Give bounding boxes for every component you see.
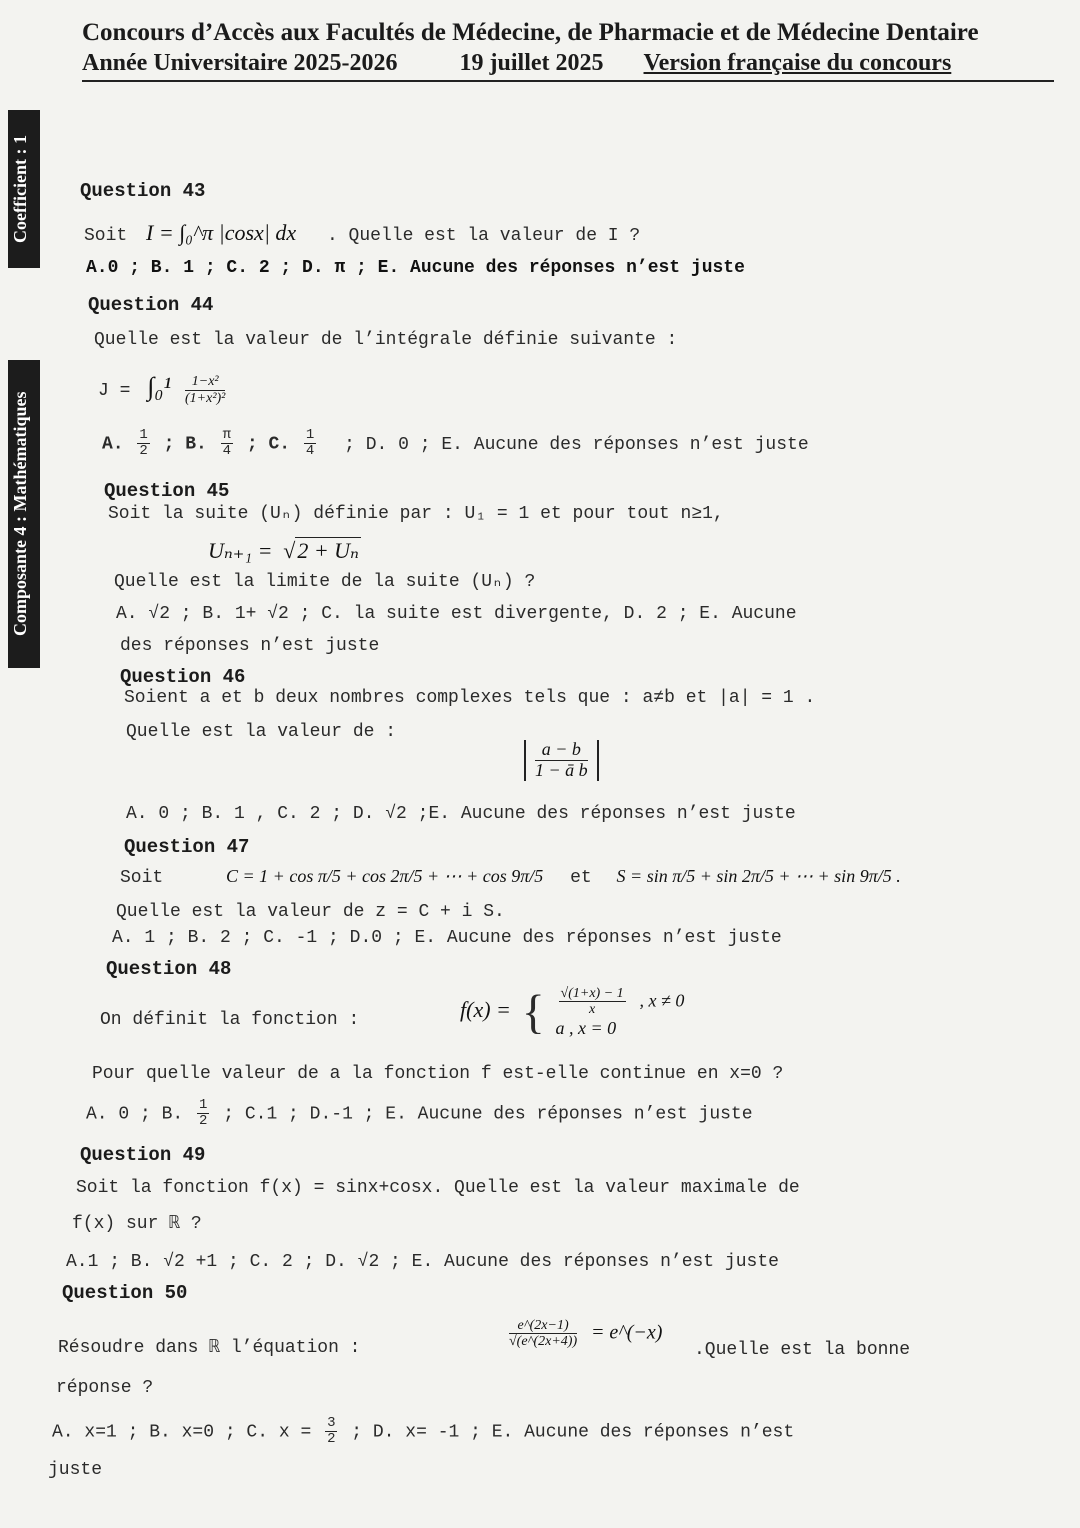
q50-rhs: = e^(−x) xyxy=(590,1321,663,1344)
question-45-options-line2: des réponses n’est juste xyxy=(120,636,380,656)
q43-prefix: Soit xyxy=(84,226,128,246)
q48-opt-b-den: 2 xyxy=(199,1113,208,1130)
question-44-text: Quelle est la valeur de l’intégrale définie suivante : xyxy=(94,330,678,350)
q44-frac-num: 1−x² xyxy=(185,374,225,390)
q48-opt-b-frac xyxy=(197,1098,209,1130)
academic-year: Année Universitaire 2025-2026 xyxy=(82,50,398,76)
question-50-text3: réponse ? xyxy=(56,1378,154,1398)
component-label: Composante 4 : Mathématiques xyxy=(8,360,40,668)
q44-opt-a-num: 1 xyxy=(139,427,148,443)
q48-f-lhs: f(x) = xyxy=(460,997,511,1023)
header-subtitle xyxy=(82,48,1054,82)
question-46-text2: Quelle est la valeur de : xyxy=(126,722,397,742)
q48-case1 xyxy=(556,986,685,1018)
q46-abs xyxy=(524,740,599,781)
question-50-text1: Résoudre dans ℝ l’équation : xyxy=(58,1338,361,1358)
q50-opt-c-frac xyxy=(325,1416,337,1448)
question-44-title: Question 44 xyxy=(88,294,214,316)
question-50-text4: juste xyxy=(48,1460,103,1480)
q44-opt-b-num: π xyxy=(222,427,232,443)
question-45-title: Question 45 xyxy=(104,480,230,502)
exam-version: Version française du concours xyxy=(643,50,952,76)
question-43-statement xyxy=(84,220,640,246)
q44-frac-den: (1+x²)² xyxy=(185,390,226,406)
q44-lhs: J = xyxy=(98,381,131,401)
q50-opt-c-num: 3 xyxy=(327,1415,336,1431)
q44-opt-a-den: 2 xyxy=(139,443,148,460)
q48-case2: a , x = 0 xyxy=(555,1017,617,1038)
q44-opt-c: ; C. xyxy=(246,434,291,455)
question-47-statement xyxy=(120,866,901,888)
q44-opt-b: ; B. xyxy=(163,434,207,455)
q48-opt-rest: ; C.1 ; D.-1 ; E. Aucune des réponses n’est juste xyxy=(223,1104,753,1125)
q48-case1-frac xyxy=(559,986,626,1018)
q48-opt-a: A. 0 ; B. xyxy=(86,1104,184,1125)
q44-fraction xyxy=(185,374,225,406)
question-45-recurrence xyxy=(208,538,361,564)
q47-formula-c: C = 1 + cos π/5 + cos 2π/5 + ⋯ + cos 9π/5 xyxy=(226,866,544,886)
question-46-title: Question 46 xyxy=(120,666,246,688)
q47-and: et xyxy=(570,868,592,888)
q50-fraction xyxy=(509,1318,577,1350)
q46-frac-num: a − b xyxy=(535,740,588,761)
question-50-title: Question 50 xyxy=(62,1282,188,1304)
q45-rec-sqrt: √2 + Uₙ xyxy=(283,538,359,563)
question-48-text2: Pour quelle valeur de a la fonction f est-elle continue en x=0 ? xyxy=(92,1064,784,1084)
question-46-options: A. 0 ; B. 1 , C. 2 ; D. √2 ;E. Aucune des réponses n’est juste xyxy=(126,804,796,824)
question-50-options xyxy=(52,1416,794,1448)
header-title: Concours d’Accès aux Facultés de Médecine, de Pharmacie et de Médecine Dentaire xyxy=(82,19,979,46)
question-44-formula xyxy=(98,372,228,406)
q44-opt-rest: ; D. 0 ; E. Aucune des réponses n’est juste xyxy=(344,434,809,455)
q50-frac-num: e^(2x−1) xyxy=(509,1318,577,1334)
exam-header xyxy=(82,18,1054,82)
q50-frac-den: √(e^(2x+4)) xyxy=(509,1334,578,1350)
q47-formula-s: S = sin π/5 + sin 2π/5 + ⋯ + sin 9π/5 . xyxy=(616,866,901,886)
question-49-text1: Soit la fonction f(x) = sinx+cosx. Quelle est la valeur maximale de xyxy=(76,1178,800,1198)
q50-opt-c-den: 2 xyxy=(327,1431,336,1448)
q48-opt-b-num: 1 xyxy=(199,1097,208,1113)
question-48-options xyxy=(86,1098,753,1130)
q43-formula: I = ∫₀^π |cosx| dx xyxy=(146,220,297,245)
q44-opt-c-den: 4 xyxy=(305,443,315,460)
q46-fraction xyxy=(535,740,588,781)
question-50-equation xyxy=(506,1318,662,1350)
question-43-title: Question 43 xyxy=(80,180,206,202)
q48-case1-num: √(1+x) − 1 xyxy=(560,986,624,1001)
q48-case1-cond: , x ≠ 0 xyxy=(639,990,685,1011)
question-47-title: Question 47 xyxy=(124,836,250,858)
q44-opt-a: A. xyxy=(102,434,124,455)
question-48-formula xyxy=(460,986,684,1039)
exam-date: 19 juillet 2025 xyxy=(459,50,604,76)
q44-opt-c-num: 1 xyxy=(305,427,315,443)
q46-frac-den: 1 − ā b xyxy=(535,759,588,780)
q44-integral: ∫₀¹ xyxy=(147,372,172,401)
q48-case1-den: x xyxy=(589,1002,596,1018)
question-46-text1: Soient a et b deux nombres complexes tels que : a≠b et |a| = 1 . xyxy=(124,688,816,708)
question-45-text2: Quelle est la limite de la suite (Uₙ) ? xyxy=(114,572,536,592)
q44-opt-c-frac xyxy=(304,428,316,460)
question-48-text1: On définit la fonction : xyxy=(100,1010,360,1030)
q44-opt-a-frac xyxy=(137,428,149,460)
q48-brace: { xyxy=(521,985,545,1039)
question-47-options: A. 1 ; B. 2 ; C. -1 ; D.0 ; E. Aucune des réponses n’est juste xyxy=(112,928,782,948)
question-43-options: A.0 ; B. 1 ; C. 2 ; D. π ; E. Aucune des réponses n’est juste xyxy=(86,258,745,278)
question-47-text: Quelle est la valeur de z = C + i S. xyxy=(116,902,505,922)
q45-rec-rad: 2 + Uₙ xyxy=(297,538,359,563)
q45-rec-lhs: Uₙ₊₁ = xyxy=(208,538,273,563)
q48-cases xyxy=(556,986,685,1039)
question-46-formula xyxy=(524,740,599,781)
q44-opt-b-den: 4 xyxy=(222,443,232,460)
question-49-text2: f(x) sur ℝ ? xyxy=(72,1214,202,1234)
question-50-text2: .Quelle est la bonne xyxy=(694,1340,911,1360)
question-45-options-line1: A. √2 ; B. 1+ √2 ; C. la suite est divergente, D. 2 ; E. Aucune xyxy=(116,604,797,624)
q50-opt-rest: ; D. x= -1 ; E. Aucune des réponses n’est xyxy=(351,1422,795,1443)
q47-prefix: Soit xyxy=(120,868,164,888)
q50-opt-a: A. x=1 ; B. x=0 ; C. x = xyxy=(52,1422,312,1443)
sidebar xyxy=(8,110,36,670)
question-45-text1: Soit la suite (Uₙ) définie par : U₁ = 1 et pour tout n≥1, xyxy=(108,504,724,524)
question-44-options xyxy=(102,428,809,460)
question-49-title: Question 49 xyxy=(80,1144,206,1166)
question-48-title: Question 48 xyxy=(106,958,232,980)
question-49-options: A.1 ; B. √2 +1 ; C. 2 ; D. √2 ; E. Aucune des réponses n’est juste xyxy=(66,1252,779,1272)
q43-text: . Quelle est la valeur de I ? xyxy=(326,226,641,246)
q44-opt-b-frac xyxy=(221,428,233,460)
coefficient-label: Coefficient : 1 xyxy=(8,110,40,268)
